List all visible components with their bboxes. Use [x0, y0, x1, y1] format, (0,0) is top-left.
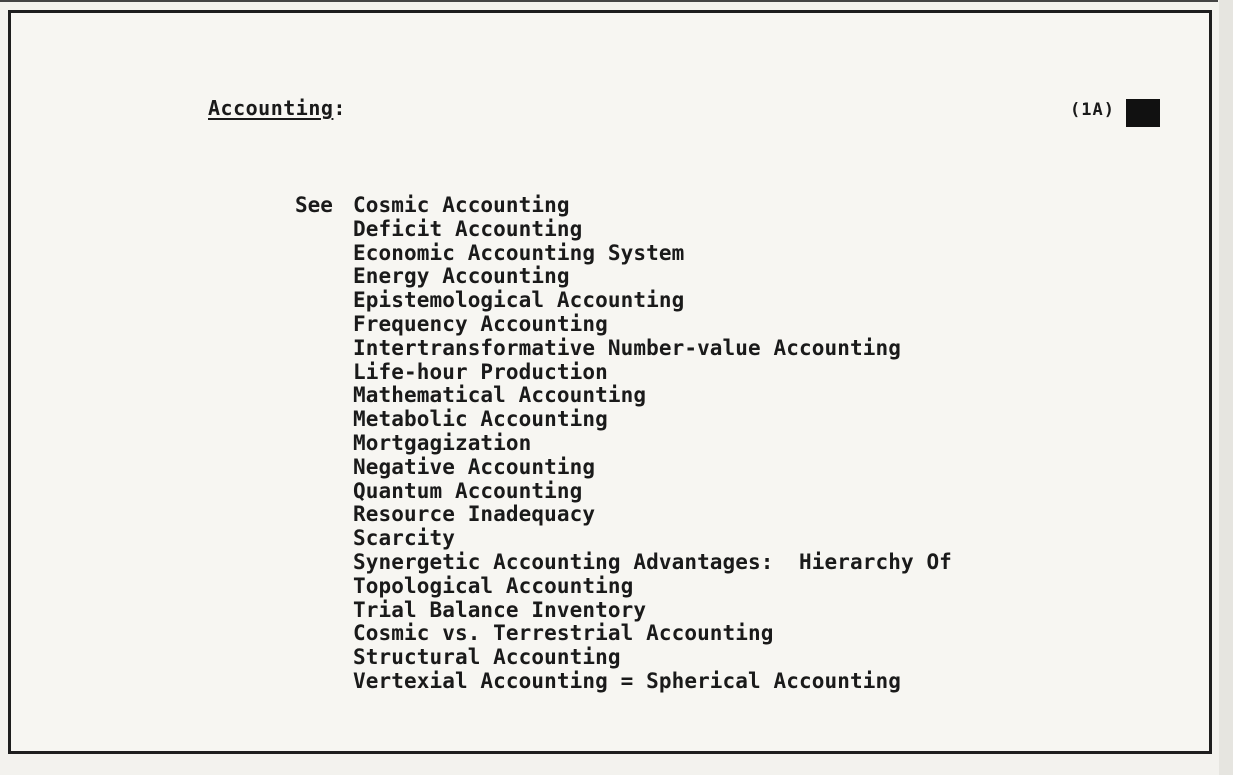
list-item: Vertexial Accounting = Spherical Accounting: [353, 668, 901, 693]
see-label: See: [295, 193, 333, 217]
list-item: Scarcity: [353, 526, 455, 551]
heading-colon: :: [333, 96, 346, 120]
list-item: Cosmic vs. Terrestrial Accounting: [353, 621, 774, 646]
list-item: Resource Inadequacy: [353, 502, 596, 527]
top-rule: [0, 0, 1218, 2]
list-item: Cosmic Accounting: [353, 193, 570, 217]
card-code: (1A): [1070, 100, 1115, 120]
list-item: Energy Accounting: [353, 264, 570, 289]
heading-term: Accounting: [208, 96, 334, 120]
list-item: Intertransformative Number-value Accounting: [353, 335, 901, 360]
list-item: Economic Accounting System: [353, 240, 685, 265]
list-item: Trial Balance Inventory: [353, 597, 647, 622]
redaction-block: [1126, 99, 1160, 127]
list-item: Topological Accounting: [353, 573, 634, 598]
list-item: Life-hour Production: [353, 359, 608, 384]
list-item: Mathematical Accounting: [353, 383, 647, 408]
list-item: Structural Accounting: [353, 645, 621, 670]
page-right-edge: [1219, 0, 1233, 775]
cross-reference-list: [353, 194, 952, 694]
list-item: Deficit Accounting: [353, 216, 583, 241]
list-item: Frequency Accounting: [353, 311, 608, 336]
list-item: Mortgagization: [353, 430, 532, 455]
list-item: Negative Accounting: [353, 454, 596, 479]
list-item: Epistemological Accounting: [353, 288, 685, 313]
card-heading: [208, 96, 346, 120]
list-item: Metabolic Accounting: [353, 407, 608, 432]
list-item: Quantum Accounting: [353, 478, 583, 503]
list-item: Synergetic Accounting Advantages: Hierarchy Of: [353, 549, 952, 574]
